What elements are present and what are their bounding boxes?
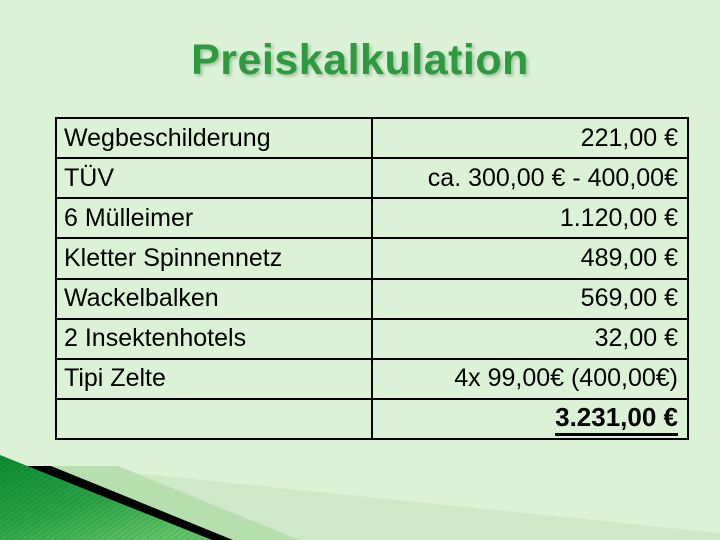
table-row — [56, 158, 688, 198]
item-label: Wegbeschilderung — [56, 118, 372, 158]
total-amount: 3.231,00 € — [555, 404, 678, 435]
item-value: 221,00 € — [372, 118, 688, 158]
total-value — [372, 399, 688, 439]
item-label: 6 Mülleimer — [56, 198, 372, 238]
slide-title: Preiskalkulation — [191, 36, 529, 84]
item-label: TÜV — [56, 158, 372, 198]
item-label — [56, 399, 372, 439]
item-value: 569,00 € — [372, 279, 688, 319]
item-label: Wackelbalken — [56, 279, 372, 319]
table-row — [56, 238, 688, 278]
item-value: 32,00 € — [372, 319, 688, 359]
item-value: 4x 99,00€ (400,00€) — [372, 359, 688, 399]
table-row — [56, 118, 688, 158]
item-value: 1.120,00 € — [372, 198, 688, 238]
item-label: Tipi Zelte — [56, 359, 372, 399]
item-label: 2 Insektenhotels — [56, 319, 372, 359]
corner-decoration — [0, 450, 720, 540]
item-value: 489,00 € — [372, 238, 688, 278]
item-label: Kletter Spinnennetz — [56, 238, 372, 278]
table-row — [56, 319, 688, 359]
table-row — [56, 279, 688, 319]
table-row — [56, 198, 688, 238]
total-row — [56, 399, 688, 439]
item-value: ca. 300,00 € - 400,00€ — [372, 158, 688, 198]
table-row — [56, 359, 688, 399]
price-table — [55, 117, 689, 440]
